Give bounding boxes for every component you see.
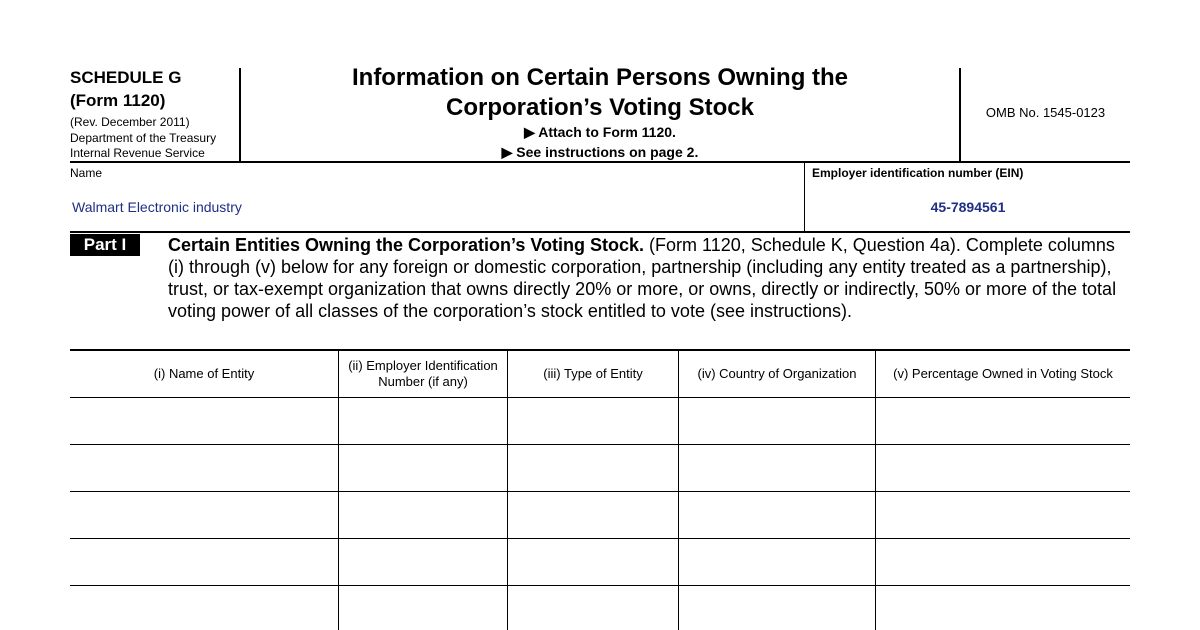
table-row-rule [70, 444, 1130, 445]
department-label: Department of the Treasury [70, 131, 217, 145]
part-badge: Part I [70, 234, 140, 256]
table-row-rule [70, 538, 1130, 539]
see-instructions-link: ▶ See instructions on page 2. [501, 144, 699, 160]
name-field[interactable]: Walmart Electronic industry [72, 199, 242, 215]
form-title [241, 63, 959, 123]
ein-field[interactable]: 45-7894561 [930, 199, 1006, 215]
schedule-title: SCHEDULE G [70, 68, 182, 87]
schedule-revision: (Rev. December 2011) [70, 115, 190, 129]
form-title-line1: Information on Certain Persons Owning the [351, 64, 849, 91]
name-label: Name [70, 166, 103, 180]
column-header-ein: (ii) Employer Identification Number (if any) [348, 358, 498, 389]
form-title-line2: Corporation’s Voting Stock [445, 94, 754, 121]
attach-instruction: ▶ Attach to Form 1120. [524, 124, 676, 140]
agency-label: Internal Revenue Service [70, 146, 205, 160]
ein-label: Employer identification number (EIN) [812, 166, 1024, 180]
table-row-rule [70, 397, 1130, 398]
column-header-type-of-entity: (iii) Type of Entity [543, 366, 643, 381]
table-row-rule [70, 491, 1130, 492]
column-header-country: (iv) Country of Organization [697, 366, 857, 381]
part-heading: Certain Entities Owning the Corporation’s Voting Stock. [168, 235, 645, 255]
schedule-form-number: (Form 1120) [70, 91, 166, 110]
table-row-rule [70, 585, 1130, 586]
name-row-bottom-rule [70, 231, 1130, 233]
column-header-name-of-entity: (i) Name of Entity [153, 366, 255, 381]
omb-number: OMB No. 1545-0123 [985, 105, 1106, 120]
part-description [168, 234, 1133, 322]
column-header-percentage-owned: (v) Percentage Owned in Voting Stock [893, 366, 1113, 381]
header-bottom-rule [70, 161, 1130, 163]
part-body: (Form 1120, Schedule K, Question 4a). Complete columns (i) through (v) below for any foreign or domestic corporation, partnership (including any entity treated as a partnership), trust, or tax-exempt organization that owns directly 20% or more, or owns, directly or indirectly, 50% or more of the total voting power of all classes of the corporation’s stock entitled to vote (see instructions). [168, 235, 1117, 321]
ein-divider [804, 163, 805, 232]
